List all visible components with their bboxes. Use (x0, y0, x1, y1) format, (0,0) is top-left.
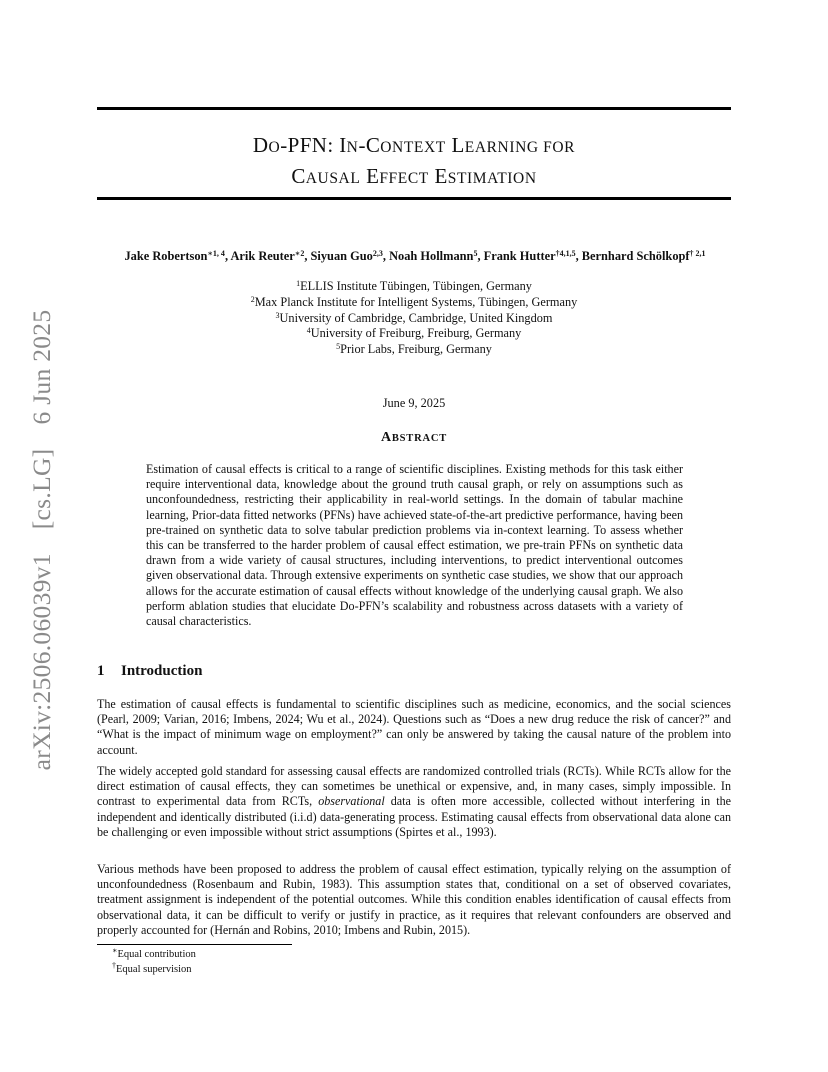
paragraph-3: Various methods have been proposed to address the problem of causal effect estimation, typically relying on the assumption of unconfoundedness (Rosenbaum and Rubin, 1983). This assumption states that, conditional on a set of observed covariates, treatment assignment is independent of the potential outcomes. While this condition enables identification of causal effects from observational data, it can be difficult to verify or justify in practice, as it requires that relevant confounders are observed and properly accounted for (Hernán and Robins, 2010; Imbens and Rubin, 2015). (97, 862, 731, 937)
affiliation: $^3$University of Cambridge, Cambridge, United Kingdom (275, 310, 553, 325)
footnote-rule (97, 944, 292, 945)
top-rule (97, 107, 731, 110)
arxiv-category: [cs.LG] (27, 448, 56, 530)
title-line-2: CAUSAL EFFECT ESTIMATION (291, 164, 537, 188)
section-number: 1 (97, 663, 105, 679)
arxiv-stamp (27, 310, 57, 771)
affiliation: $^4$University of Freiburg, Freiburg, Germany (306, 326, 522, 341)
author-marks: 5 (473, 249, 478, 258)
author-name: Frank Hutter (483, 249, 556, 263)
bottom-title-rule (97, 197, 731, 200)
author-name: Arik Reuter (230, 249, 295, 263)
author-list: Jake Robertson$^{∗1, 4}$, Arik Reuter$^{∗2}$, Siyuan Guo$^{2,3}$, Noah Hollmann$^5$, Frank Hutter$^{\dagger 4,1,5}$, Bernhard Schölkopf$^{\dagger 2,1}$ (124, 249, 706, 263)
footnote-equal-contribution: ∗Equal contribution (112, 946, 196, 960)
emphasis: observational (318, 794, 385, 809)
arxiv-date: 6 Jun 2025 (27, 309, 56, 425)
arxiv-id: arXiv:2506.06039v1 (27, 553, 56, 771)
affiliation-list (97, 279, 731, 358)
affiliation: $^2$Max Planck Institute for Intelligent Systems, Tübingen, Germany (250, 294, 578, 309)
affiliation: $^1$ELLIS Institute Tübingen, Tübingen, Germany (296, 279, 532, 293)
section-heading (97, 663, 202, 680)
author-name: Siyuan Guo (310, 249, 373, 263)
author-name: Bernhard Schölkopf (581, 249, 690, 263)
paragraph-1: The estimation of causal effects is fundamental to scientific disciplines such as medicine, economics, and the social sciences (Pearl, 2009; Varian, 2016; Imbens, 2024; Wu et al., 2024). Questions such as “Does a new drug reduce the risk of cancer?” and “What is the impact of minimum wage on employment?” can only be answered by taking the causal nature of the problem into account. (97, 697, 731, 757)
author-marks: 2,3 (372, 249, 383, 258)
abstract-text: Estimation of causal effects is critical to a range of scientific disciplines. Existing methods for this task either require interventional data, knowledge about the ground truth causal graph, or rely on assumptions such as unconfoundedness, restricting their applicability in real-world settings. In the domain of tabular machine learning, Prior-data fitted networks (PFNs) have achieved state-of-the-art predictive performance, having been pre-trained on synthetic data to solve tabular prediction problems via in-context learning. To assess whether this can be transferred to the harder problem of causal effect estimation, we pre-train PFNs on synthetic data drawn from a wide variety of causal structures, including interventions, to predict interventional outcomes given observational data. Through extensive experiments on synthetic case studies, we show that our approach allows for the accurate estimation of causal effects without knowledge of the underlying causal graph. We also perform ablation studies that elucidate Do-PFN’s scalability and robustness across datasets with a variety of causal characteristics. (146, 462, 683, 629)
author-name: Noah Hollmann (389, 249, 474, 263)
paragraph-2: The widely accepted gold standard for assessing causal effects are randomized controlled trials (RCTs). While RCTs allow for the direct estimation of causal effects, they can sometimes be unethical or expensive, and, in many cases, simply impossible. In contrast to experimental data from RCTs, observational data is often more accessible, collected without interfering in the independent and identically distributed (i.i.d) data-generating process. Estimating causal effects from observational data alone can be challenging or even impossible without strict assumptions (Spirtes et al., 1993). (97, 764, 731, 839)
author-name: Jake Robertson (124, 249, 208, 263)
abstract-heading: ABSTRACT (380, 430, 448, 445)
author-marks: ∗2 (294, 249, 305, 258)
author-marks: ∗1, 4 (207, 249, 225, 258)
paper-title (97, 131, 731, 193)
title-line-1: DO-PFN: IN-CONTEXT LEARNING FOR (252, 133, 576, 157)
footnote-equal-supervision: †Equal supervision (112, 961, 192, 975)
author-marks: † 2,1 (689, 249, 706, 258)
publication-date: June 9, 2025 (382, 396, 446, 410)
author-marks: †4,1,5 (555, 249, 576, 258)
section-title: Introduction (121, 663, 203, 679)
affiliation: $^5$Prior Labs, Freiburg, Germany (336, 342, 492, 357)
